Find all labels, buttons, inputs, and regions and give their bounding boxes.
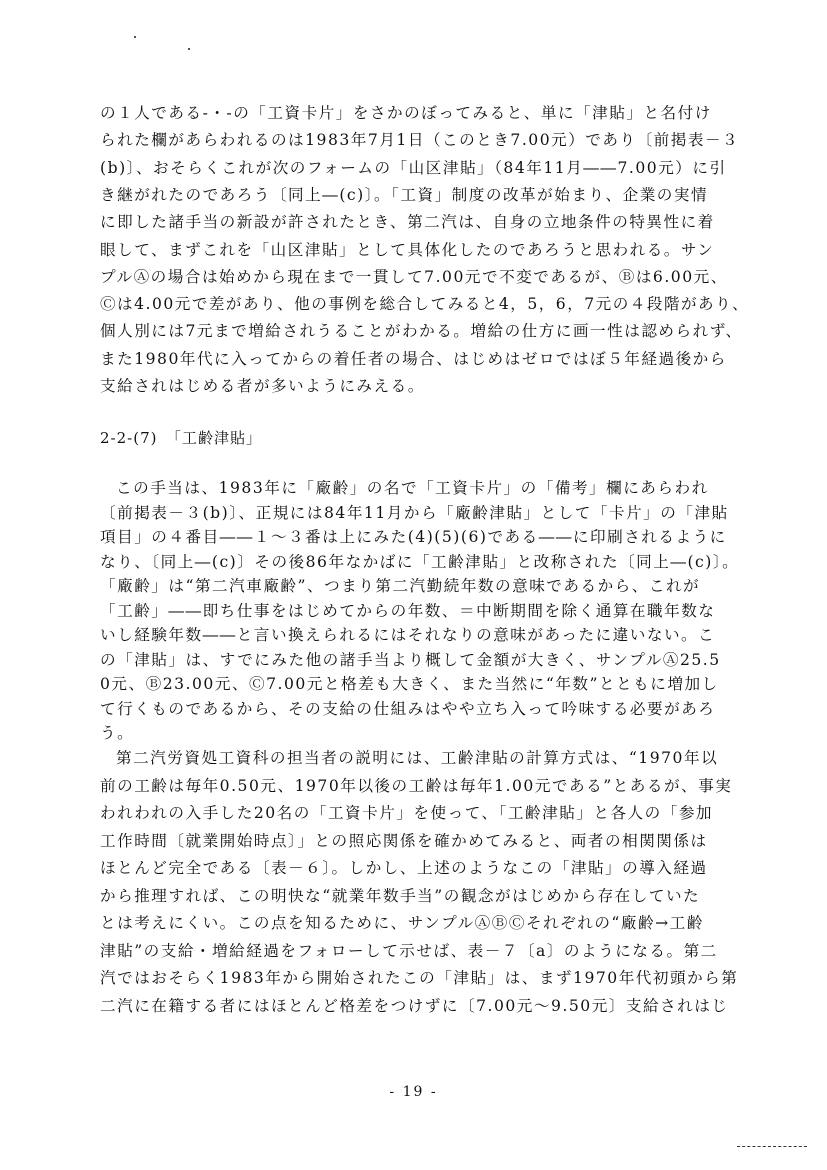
text-line: 二汽に在籍する者にはほとんど格差をつけずに〔7.00元～9.50元〕支給されはじ xyxy=(100,996,729,1015)
text-line: われわれの入手した20名の「工資卡片」を使って、「工齢津貼」と各人の「参加 xyxy=(100,804,714,822)
text-line: 〔前掲表－３(b)〕、正規には84年11月から「廠齢津貼」として「卡片」の「津貼 xyxy=(100,503,729,522)
text-line: 支給されはじめる者が多いようにみえる。 xyxy=(100,377,425,395)
text-line: 前の工齢は毎年0.50元、1970年以後の工齢は毎年1.00元である”とあるが、事実 xyxy=(100,776,733,795)
text-line: 「工齢」――即ち仕事をはじめてからの年数、＝中断期間を除く通算在職年数な xyxy=(100,601,716,620)
text-line: ほとんど完全である〔表－６〕。しかし、上述のようなこの「津貼」の導入経過 xyxy=(100,859,708,877)
text-line: き継がれたのであろう〔同上―(c)〕。「工資」制度の改革が始まり、企業の実情 xyxy=(100,185,709,204)
text-line: に即した諸手当の新設が許されたとき、第二汽は、自身の立地条件の特異性に着 xyxy=(100,213,715,232)
text-line: 工作時間〔就業開始時点〕」との照応関係を確かめてみると、両者の相関関係は xyxy=(100,831,708,850)
text-line: また1980年代に入ってからの着任者の場合、はじめはゼロではぼ５年経過後から xyxy=(100,349,727,368)
text-line: う。 xyxy=(100,724,135,742)
scan-artifact-line xyxy=(737,1146,807,1147)
text-line: 0元、Ⓑ23.00元、Ⓒ7.00元と格差も大きく、また当然に“年数”とともに増加し xyxy=(100,675,719,693)
text-line: 第二汽労資処工資科の担当者の説明には、工齢津貼の計算方式は、“1970年以 xyxy=(116,749,719,767)
text-line: 津貼”の支給・増給経過をフォローして示せば、表－７〔a〕のようになる。第二 xyxy=(100,941,718,960)
text-line: て行くものであるから、その支給の仕組みはやや立ち入って吟味する必要があろ xyxy=(100,699,716,718)
scan-speck xyxy=(134,36,136,38)
text-line: (b)〕、おそらくこれが次のフォームの「山区津貼」（84年11月――7.00元）に引 xyxy=(100,158,727,177)
text-line: 汽ではおそらく1983年から開始されたこの「津貼」は、まず1970年代初頭から第 xyxy=(100,969,739,987)
text-line: 眼して、まずこれを「山区津貼」として具体化したのであろうと思われる。サン xyxy=(100,240,715,259)
text-line: から推理すれば、この明快な“就業年数手当”の観念がはじめから存在していた xyxy=(100,886,701,905)
scan-speck xyxy=(188,48,190,50)
text-line: の「津貼」は、すでにみた他の諸手当より概して金額が大きく、サンプルⒶ25.5 xyxy=(100,650,721,669)
text-line: の１人である-・-の「工資卡片」をさかのぼってみると、単に「津貼」と名付け xyxy=(100,104,712,122)
text-line: いし経験年数――と言い換えられるにはそれなりの意味があったに違いない。こ xyxy=(100,626,716,644)
text-line: Ⓒは4.00元で差があり、他の事例を総合してみると4，5，6，7元の４段階があり、 xyxy=(100,295,750,314)
text-line: られた欄があらわれるのは1983年7月1日（このとき7.00元）であり〔前掲表－３ xyxy=(100,131,740,150)
text-line: プルⒶの場合は始めから現在まで一貫して7.00元で不変であるが、Ⓑは6.00元、 xyxy=(100,267,728,286)
text-line: 個人別には7元まで増給されうることがわかる。増給の仕方に画一性は認められず、 xyxy=(100,322,743,341)
section-heading: 2-2-(7) 「工齢津貼」 xyxy=(100,429,262,447)
page-number: - 19 - xyxy=(389,1084,438,1100)
text-line: 項目」の４番目――１～３番は上にみた(4)(5)(6)である――に印刷されるように xyxy=(100,528,727,546)
text-line: この手当は、1983年に「廠齢」の名で「工資卡片」の「備考」欄にあらわれ xyxy=(116,479,709,497)
text-line: なり、〔同上―(c)〕その後86年なかばに「工齢津貼」と改称された〔同上―(c)〕。 xyxy=(100,552,740,571)
text-line: とは考えにくい。この点を知るために、サンプルⒶⒷⒸそれぞれの“廠齢→工齢 xyxy=(100,914,704,932)
text-line: 「廠齢」は“第二汽車廠齢”、つまり第二汽勤続年数の意味であるから、これが xyxy=(100,577,701,595)
